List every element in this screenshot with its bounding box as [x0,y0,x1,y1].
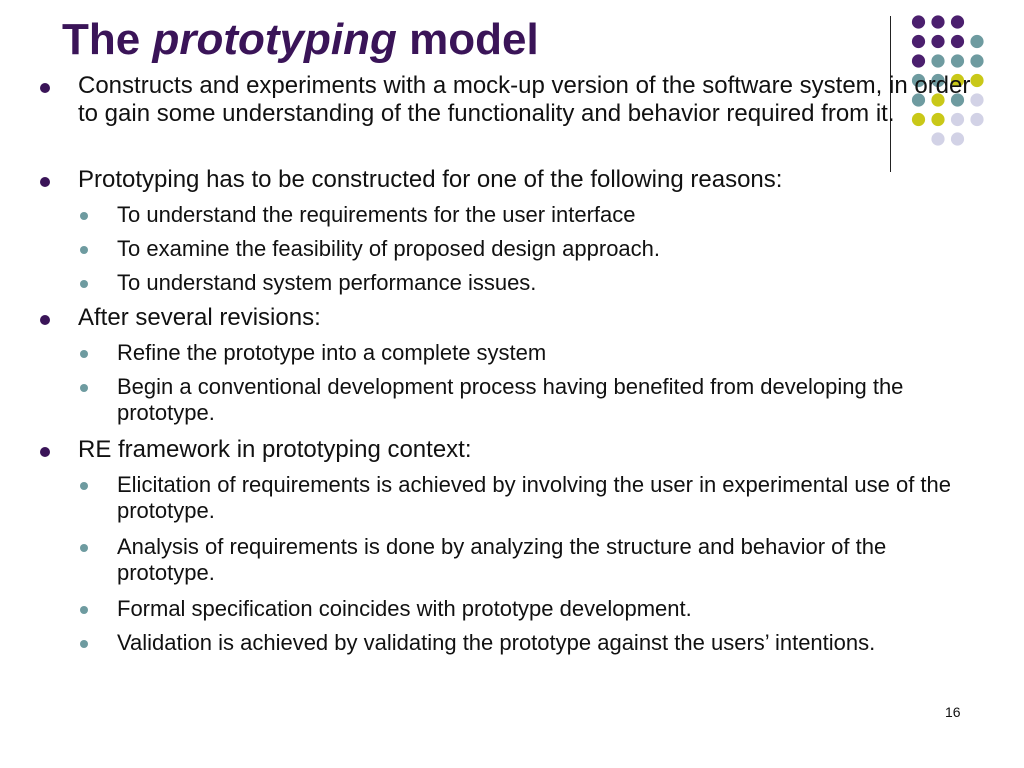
sub-bullet-marker [80,606,88,614]
page-number: 16 [945,704,961,720]
title-emphasis: prototyping [152,15,397,64]
sub-bullet-text: Elicitation of requirements is achieved by involving the user in experimental use of the prototype. [117,472,952,523]
sub-bullet-item [117,202,977,228]
bullet-item [78,72,978,128]
sub-bullet-text: Validation is achieved by validating the prototype against the users’ intentions. [117,630,876,655]
sub-bullet-text: Begin a conventional development process having benefited from developing the prototype. [117,374,904,425]
sub-bullet-marker [80,350,88,358]
sub-bullet-marker [80,280,88,288]
sub-bullet-text: Analysis of requirements is done by analyzing the structure and behavior of the prototype. [117,534,887,585]
sub-bullet-marker [80,640,88,648]
sub-bullet-item [117,236,977,262]
bullet-item [78,166,978,194]
sub-bullet-marker [80,482,88,490]
bullet-text: After several revisions: [78,304,321,331]
sub-bullet-item [117,534,967,586]
bullet-text: Constructs and experiments with a mock-up version of the software system, in order to gain some understanding of the functionality and behavior required from it. [78,72,971,127]
sub-bullet-text: To understand the requirements for the user interface [117,202,636,227]
bullet-text: RE framework in prototyping context: [78,436,472,463]
bullet-item [78,304,978,332]
sub-bullet-item [117,374,967,426]
title-suffix: model [409,15,539,64]
bullet-marker [40,83,50,93]
bullet-marker [40,177,50,187]
sub-bullet-marker [80,246,88,254]
bullet-marker [40,315,50,325]
sub-bullet-marker [80,384,88,392]
sub-bullet-item [117,596,977,622]
sub-bullet-item [117,472,967,524]
title-prefix: The [62,15,141,64]
bullet-text: Prototyping has to be constructed for one of the following reasons: [78,166,783,193]
sub-bullet-marker [80,212,88,220]
sub-bullet-text: To understand system performance issues. [117,270,537,295]
bullet-item [78,436,978,464]
sub-bullet-marker [80,544,88,552]
sub-bullet-item [117,340,977,366]
sub-bullet-text: Formal specification coincides with prototype development. [117,596,692,621]
sub-bullet-text: Refine the prototype into a complete system [117,340,547,365]
sub-bullet-text: To examine the feasibility of proposed design approach. [117,236,661,261]
bullet-marker [40,447,50,457]
sub-bullet-item [117,270,977,296]
sub-bullet-item [117,630,977,656]
